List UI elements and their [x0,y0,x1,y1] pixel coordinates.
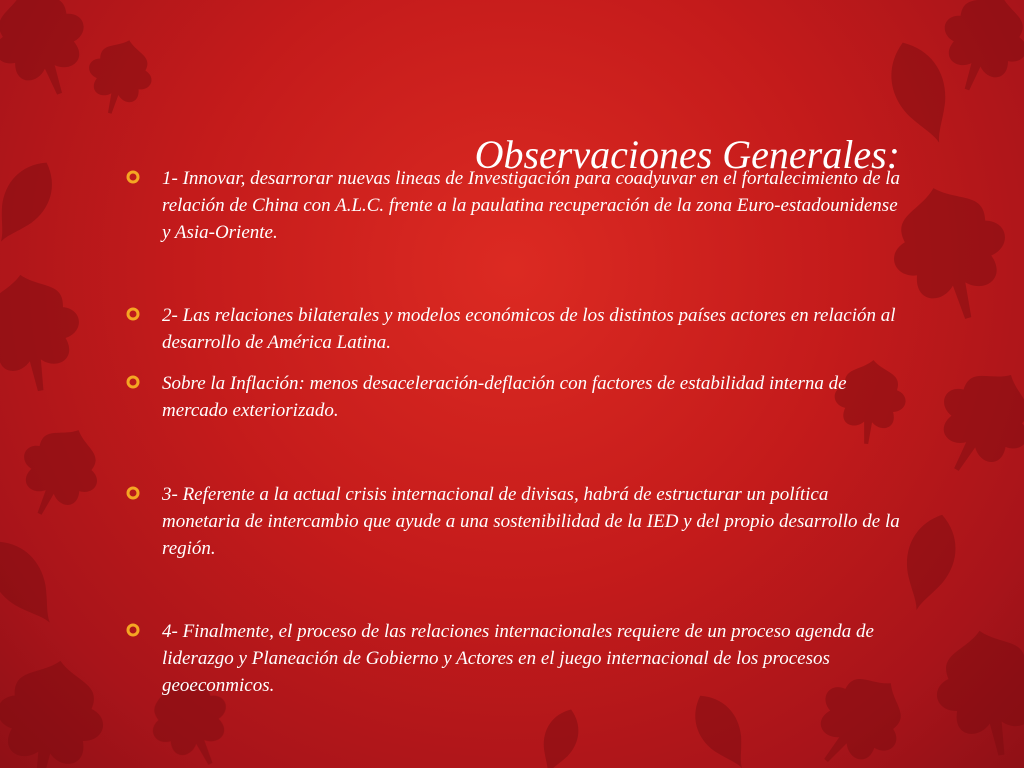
bullet-item [126,302,906,356]
hollow-circle-bullet-icon [126,623,140,637]
bullet-text: Sobre la Inflación: menos desaceleración-deflación con factores de estabilidad interna de mercado exteriorizado. [162,373,847,421]
bullet-text: 1- Innovar, desarrorar nuevas lineas de Investigación para coadyuvar en el fortalecimiento de la relación de China con A.L.C. frente a la paulatina recuperación de la zona Euro-estadounidense y Asia-Oriente. [162,168,901,243]
bullet-item [126,165,906,246]
bullet-text: 4- Finalmente, el proceso de las relaciones internacionales requiere de un proceso agenda de liderazgo y Planeación de Gobierno y Actores en el juego internacional de los procesos geoeconmicos. [162,621,874,696]
hollow-circle-bullet-icon [126,375,140,389]
bullet-item [126,370,906,424]
hollow-circle-bullet-icon [126,486,140,500]
hollow-circle-bullet-icon [126,170,140,184]
hollow-circle-bullet-icon [126,307,140,321]
bullet-text: 2- Las relaciones bilaterales y modelos económicos de los distintos países actores en relación al desarrollo de América Latina. [162,305,896,353]
bullet-text: 3- Referente a la actual crisis internacional de divisas, habrá de estructurar un política monetaria de intercambio que ayude a una sostenibilidad de la IED y del propio desarrollo de la región. [162,484,900,559]
bullet-item [126,481,906,562]
slide-title: Observaciones Generales: [474,131,900,177]
bullet-item [126,618,906,699]
